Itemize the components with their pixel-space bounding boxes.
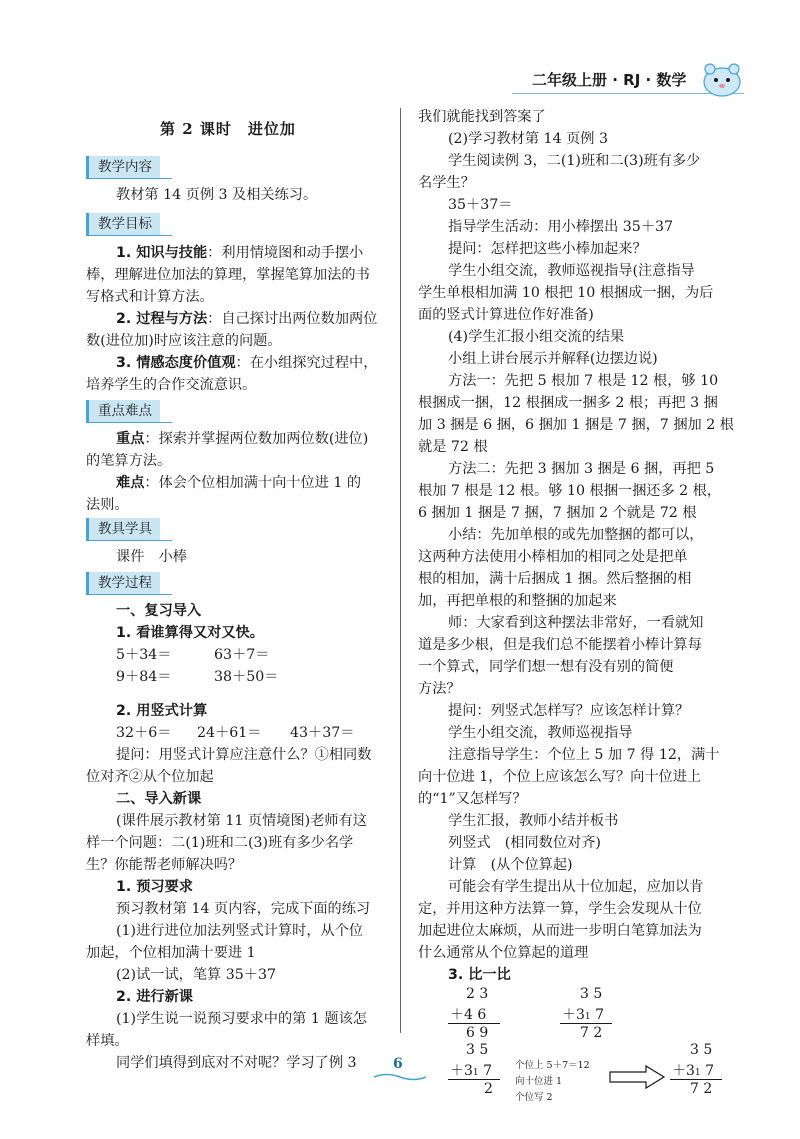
- quiz-item: 32＋6＝: [116, 725, 172, 741]
- goal1-line2: 棒，理解进位加法的算理，掌握笔算加法的书: [86, 267, 370, 283]
- key-line2: 的笔算方法。: [86, 453, 172, 469]
- calc-rule: [448, 1079, 500, 1080]
- right-line: 方法？: [418, 681, 461, 697]
- calc-mid: [562, 1004, 604, 1024]
- calc-top: 3 5: [580, 986, 603, 1002]
- right-line: 学生小组交流，教师巡视指导(注意指导: [448, 263, 695, 279]
- calc-note: 向十位进 1: [515, 1076, 563, 1087]
- right-line: 我们就能找到答案了: [418, 109, 546, 125]
- right-line: 指导学生活动：用小棒摆出 35＋37: [448, 219, 674, 235]
- column-divider: [400, 108, 401, 1033]
- right-line: 根的相加，满十后捆成 1 捆。然后整捆的相: [418, 571, 692, 587]
- right-line: 就是 72 根: [418, 439, 488, 455]
- section-tag-tools: 教具学具: [86, 518, 160, 541]
- quiz-item: 43＋37＝: [290, 725, 355, 741]
- quiz-item: 5＋34＝: [116, 647, 172, 663]
- key-label: 重点: [116, 431, 145, 447]
- goal1-text: ：利用情境图和动手摆小: [207, 245, 364, 261]
- calc-rule: [448, 1023, 500, 1024]
- right-line: 根捆成一捆，12 根捆成一捆多 2 根；再把 3 捆: [418, 395, 718, 411]
- section-tag-key: 重点难点: [86, 400, 160, 423]
- step1-sub1: 1. 看谁算得又对又快。: [116, 625, 264, 641]
- goal1-line1: [116, 242, 363, 264]
- new-line1: (1)学生说一说预习要求中的第 1 题该怎: [116, 1011, 367, 1027]
- intro-line3: 生？你能帮老师解决吗？: [86, 857, 243, 873]
- intro-line1: (课件展示教材第 11 页情境图)老师有这: [116, 813, 367, 829]
- ask1-line2: 位对齐②从个位加起: [86, 769, 214, 785]
- right-line: 学生单根相加满 10 根把 10 根捆成一捆，为后: [418, 285, 714, 301]
- calc-top: 3 5: [466, 1042, 489, 1058]
- right-line: 提问：怎样把这些小棒加起来？: [448, 241, 647, 257]
- mascot-icon: [698, 58, 746, 98]
- key-line1: [116, 428, 368, 450]
- right-line: 向十位进 1，个位上应该怎么写？向十位进上: [418, 769, 702, 785]
- intro-line2: 样一个问题：二(1)班和二(3)班有多少名学: [86, 835, 354, 851]
- goal1-line3: 写格式和计算方法。: [86, 289, 214, 305]
- right-line: 师：大家看到这种摆法非常好，一看就知: [448, 615, 704, 631]
- right-line: 计算 (从个位算起): [448, 857, 573, 873]
- right-line: 这两种方法使用小棒相加的相同之处是把单: [418, 549, 688, 565]
- right-line: 的“1”又怎样写？: [418, 791, 527, 807]
- step2-heading: 二、导入新课: [116, 791, 202, 807]
- right-line: 学生阅读例 3，二(1)班和二(3)班有多少: [448, 153, 701, 169]
- quiz-item: 9＋84＝: [116, 669, 172, 685]
- calc-mid-tens: ＋3: [450, 1063, 473, 1079]
- right-line: 提问：列竖式怎样写？应该怎样计算？: [448, 703, 690, 719]
- right-line: (4)学生汇报小组交流的结果: [448, 329, 625, 345]
- right-line: 名学生？: [418, 175, 475, 191]
- goal3-text: ：在小组探究过程中，: [235, 355, 378, 371]
- calc-mid: [450, 1060, 492, 1080]
- right-line: 6 捆加 1 捆是 7 捆，7 捆加 2 个就是 72 根: [418, 505, 697, 521]
- right-arrow-icon: [608, 1064, 668, 1090]
- calc-mid: ＋4 6: [450, 1007, 487, 1023]
- key-text: ：探索并掌握两位数加两位数(进位): [144, 431, 369, 447]
- quiz-item: 24＋61＝: [197, 725, 262, 741]
- right-line: 什么通常从个位算起的道理: [418, 945, 589, 961]
- step1-heading: 一、复习导入: [116, 603, 202, 619]
- calc-mid-tens: ＋3: [672, 1063, 695, 1079]
- calc-carry: 1: [584, 1012, 591, 1022]
- diff-line2: 法则。: [86, 497, 129, 513]
- goal3-label: 3. 情感态度价值观: [116, 355, 236, 371]
- calc-note: 个位写 2: [515, 1092, 553, 1103]
- goal3-line2: 培养学生的合作交流意识。: [86, 377, 257, 393]
- section-tag-content: 教学内容: [86, 156, 160, 179]
- vertical-calc-35-37: [560, 986, 620, 1052]
- vertical-calc-partial: [448, 1042, 508, 1108]
- calc-carry: 1: [694, 1068, 701, 1078]
- section-tag-goals: 教学目标: [86, 213, 160, 236]
- right-line: 35＋37＝: [448, 197, 513, 213]
- right-line: 加 3 捆是 6 捆，6 捆加 1 捆是 7 捆，7 捆加 2 根: [418, 417, 734, 433]
- quiz-item: 63＋7＝: [214, 647, 270, 663]
- tools-text: 课件 小棒: [116, 549, 187, 565]
- pre-line1: 预习教材第 14 页内容，完成下面的练习: [116, 901, 371, 917]
- right-line: (2)学习教材第 14 页例 3: [448, 131, 609, 147]
- diff-text: ：体会个位相加满十向十位进 1 的: [144, 475, 362, 491]
- calc-mid: [672, 1060, 714, 1080]
- vertical-calc-final: [670, 1042, 730, 1108]
- ask1-line1: 提问：用竖式计算应注意什么？①相同数: [116, 747, 372, 763]
- new-line3: 同学们填得到底对不对呢？学习了例 3: [116, 1055, 357, 1071]
- calc-top: 3 5: [690, 1042, 713, 1058]
- diff-label: 难点: [116, 475, 145, 491]
- right-line: 方法二：先把 3 捆加 3 捆是 6 捆，再把 5: [448, 461, 715, 477]
- right-line: 注意指导学生：个位上 5 加 7 得 12，满十: [448, 747, 720, 763]
- calc-mid-tens: ＋3: [562, 1007, 585, 1023]
- calc-top: 2 3: [466, 986, 489, 1002]
- right-line: 学生小组交流，教师巡视指导: [448, 725, 633, 741]
- compare-heading: 3. 比一比: [448, 967, 511, 983]
- book-header: 二年级上册 · RJ · 数学: [532, 71, 687, 89]
- calc-result: 6 9: [466, 1025, 489, 1041]
- pre-line2: (1)进行进位加法列竖式计算时，从个位: [116, 923, 364, 939]
- page-number: 6: [393, 1056, 403, 1072]
- goal2-label: 2. 过程与方法: [116, 311, 208, 327]
- calc-rule: [560, 1023, 612, 1024]
- calc-mid-ones: 7: [705, 1063, 715, 1079]
- page-ornament-icon: [372, 1072, 428, 1082]
- right-line: 一个算式，同学们想一想有没有别的简便: [418, 659, 674, 675]
- calc-result: 7 2: [690, 1081, 713, 1097]
- goal3-line1: [116, 352, 377, 374]
- quiz-item: 38＋50＝: [214, 669, 279, 685]
- lesson-title: 第 2 课时 进位加: [160, 120, 296, 138]
- right-line: 小结：先加单根的或先加整捆的都可以，: [448, 527, 704, 543]
- calc-mid-ones: 7: [483, 1063, 493, 1079]
- right-line: 可能会有学生提出从十位加起，应加以肯: [448, 879, 704, 895]
- pre-line3: 加起，个位相加满十要进 1: [86, 945, 256, 961]
- calc-note: 个位上 5＋7＝12: [515, 1060, 590, 1071]
- new-heading: 2. 进行新课: [116, 989, 193, 1005]
- right-line: 道是多少根，但是我们总不能摆着小棒计算每: [418, 637, 702, 653]
- step1-sub2: 2. 用竖式计算: [116, 703, 208, 719]
- goal2-line2: 数(进位加)时应该注意的问题。: [86, 333, 282, 349]
- section-tag-process: 教学过程: [86, 572, 160, 595]
- content-text: 教材第 14 页例 3 及相关练习。: [116, 187, 318, 203]
- right-line: 面的竖式计算进位作好准备): [418, 307, 594, 323]
- right-line: 方法一：先把 5 根加 7 根是 12 根，够 10: [448, 373, 719, 389]
- right-line: 根加 7 根是 12 根。够 10 根捆一捆还多 2 根，: [418, 483, 722, 499]
- goal1-label: 1. 知识与技能: [116, 245, 208, 261]
- calc-result: 7 2: [580, 1025, 603, 1041]
- calc-carry: 1: [472, 1068, 479, 1078]
- calc-rule: [670, 1079, 722, 1080]
- diff-line1: [116, 472, 361, 494]
- right-line: 列竖式 (相同数位对齐): [448, 835, 601, 851]
- calc-result: 2: [484, 1081, 493, 1097]
- new-line2: 样填。: [86, 1033, 129, 1049]
- right-line: 加，再把单根的和整捆的加起来: [418, 593, 617, 609]
- right-line: 加起进位太麻烦，从而进一步明白笔算加法为: [418, 923, 702, 939]
- calc-mid-ones: 7: [595, 1007, 605, 1023]
- right-line: 学生汇报，教师小结并板书: [448, 813, 619, 829]
- goal2-text: ：自己探讨出两位数加两位: [207, 311, 378, 327]
- pre-line4: (2)试一试，笔算 35＋37: [116, 967, 277, 983]
- goal2-line1: [116, 308, 377, 330]
- right-line: 定，并用这种方法算一算，学生会发现从十位: [418, 901, 702, 917]
- right-line: 小组上讲台展示并解释(边摆边说): [448, 351, 658, 367]
- pre-heading: 1. 预习要求: [116, 879, 193, 895]
